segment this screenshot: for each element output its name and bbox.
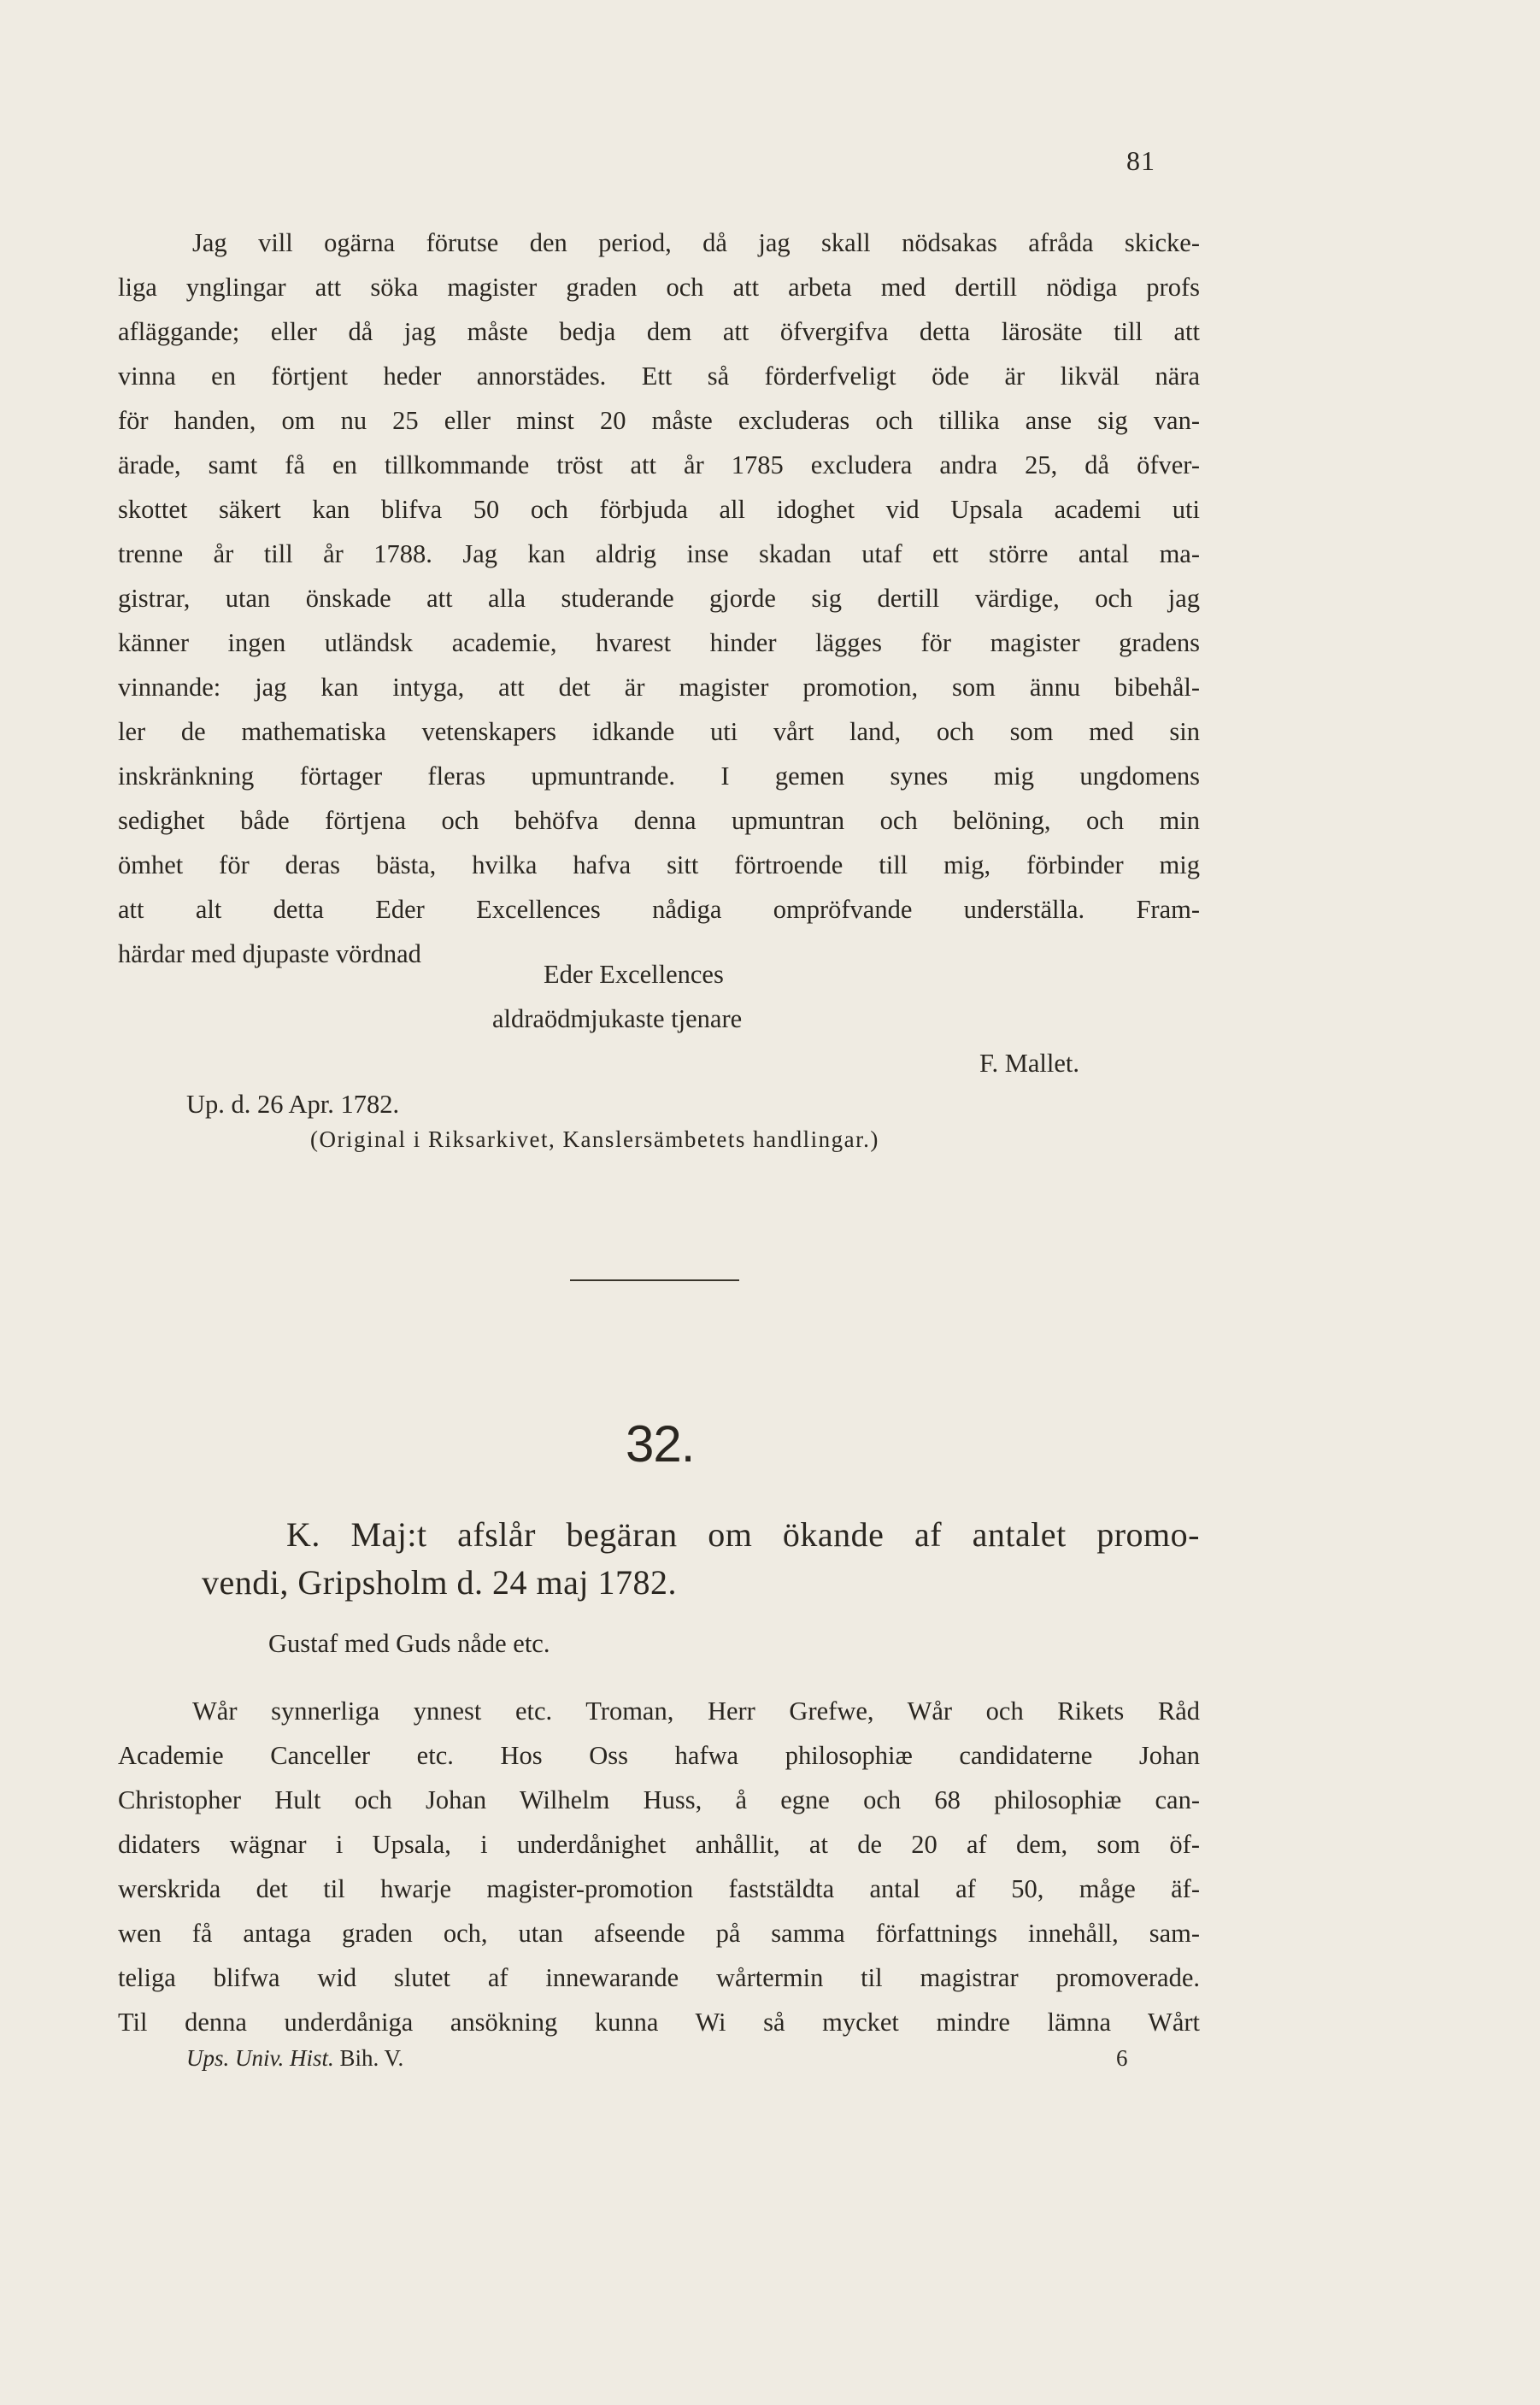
letter-line: liga ynglingar att söka magister graden och att arbeta med dertill nödiga profs bbox=[118, 273, 1200, 302]
body-line: Academie Canceller etc. Hos Oss hafwa philosophiæ candidaterne Johan bbox=[118, 1741, 1200, 1770]
letter-line: ömhet för deras bästa, hvilka hafva sitt förtroende till mig, förbinder mig bbox=[118, 850, 1200, 879]
page-number: 81 bbox=[1126, 145, 1155, 176]
letter-line: vinnande: jag kan intyga, att det är magister promotion, som ännu bibehål- bbox=[118, 673, 1200, 702]
heading-line: K. Maj:t afslår begäran om ökande af antalet promo- bbox=[286, 1515, 1200, 1554]
letter-line: skottet säkert kan blifva 50 och förbjuda all idoghet vid Upsala academi uti bbox=[118, 495, 1200, 524]
body-line: wen få antaga graden och, utan afseende på samma författnings innehåll, sam- bbox=[118, 1919, 1200, 1948]
footer-signature-mark: 6 bbox=[1116, 2045, 1128, 2071]
signature: F. Mallet. bbox=[979, 1049, 1080, 1078]
letter-line: att alt detta Eder Excellences nådiga ompröfvande underställa. Fram- bbox=[118, 895, 1200, 924]
letter-line: känner ingen utländsk academie, hvarest hinder lägges för magister gradens bbox=[118, 628, 1200, 657]
salutation: Gustaf med Guds nåde etc. bbox=[268, 1629, 550, 1658]
letter-line: ler de mathematiska vetenskapers idkande uti vårt land, och som med sin bbox=[118, 717, 1200, 746]
place-date: Up. d. 26 Apr. 1782. bbox=[186, 1090, 400, 1119]
letter-line: sedighet både förtjena och behöfva denna upmuntran och belöning, och min bbox=[118, 806, 1200, 835]
body-line: teliga blifwa wid slutet af innewarande wårtermin til magistrar promoverade. bbox=[118, 1963, 1200, 1992]
letter-line: inskränkning förtager fleras upmuntrande. I gemen synes mig ungdomens bbox=[118, 761, 1200, 791]
body-line: Til denna underdåniga ansökning kunna Wi så mycket mindre lämna Wårt bbox=[118, 2008, 1200, 2037]
footer-source-title: Ups. Univ. Hist. bbox=[186, 2045, 334, 2071]
document-number: 32. bbox=[626, 1415, 695, 1473]
closing-line: aldraödmjukaste tjenare bbox=[492, 1004, 743, 1033]
heading-line: vendi, Gripsholm d. 24 maj 1782. bbox=[202, 1563, 677, 1602]
letter-line: gistrar, utan önskade att alla studerande gjorde sig dertill värdige, och jag bbox=[118, 584, 1200, 613]
footer-source bbox=[186, 2045, 403, 2072]
letter-line: härdar med djupaste vördnad bbox=[118, 939, 421, 968]
body-line: Christopher Hult och Johan Wilhelm Huss, å egne och 68 philosophiæ can- bbox=[118, 1785, 1200, 1814]
body-line: Wår synnerliga ynnest etc. Troman, Herr Grefwe, Wår och Rikets Råd bbox=[192, 1696, 1200, 1726]
closing-line: Eder Excellences bbox=[544, 960, 724, 989]
letter-line: ärade, samt få en tillkommande tröst att år 1785 excludera andra 25, då öfver- bbox=[118, 450, 1200, 479]
letter-line: för handen, om nu 25 eller minst 20 måste excluderas och tillika anse sig van- bbox=[118, 406, 1200, 435]
footer-volume: Bih. V. bbox=[339, 2045, 404, 2071]
body-line: didaters wägnar i Upsala, i underdånighet anhållit, at de 20 af dem, som öf- bbox=[118, 1830, 1200, 1859]
letter-line: afläggande; eller då jag måste bedja dem att öfvergifva detta lärosäte till att bbox=[118, 317, 1200, 346]
letter-line: vinna en förtjent heder annorstädes. Ett så förderfveligt öde är likväl nära bbox=[118, 362, 1200, 391]
letter-line: trenne år till år 1788. Jag kan aldrig inse skadan utaf ett större antal ma- bbox=[118, 539, 1200, 568]
letter-line: Jag vill ogärna förutse den period, då jag skall nödsakas afråda skicke- bbox=[192, 228, 1200, 257]
body-line: werskrida det til hwarje magister-promotion faststäldta antal af 50, måge äf- bbox=[118, 1874, 1200, 1903]
source-note: (Original i Riksarkivet, Kanslersämbetets handlingar.) bbox=[310, 1126, 879, 1152]
section-divider bbox=[570, 1279, 739, 1281]
